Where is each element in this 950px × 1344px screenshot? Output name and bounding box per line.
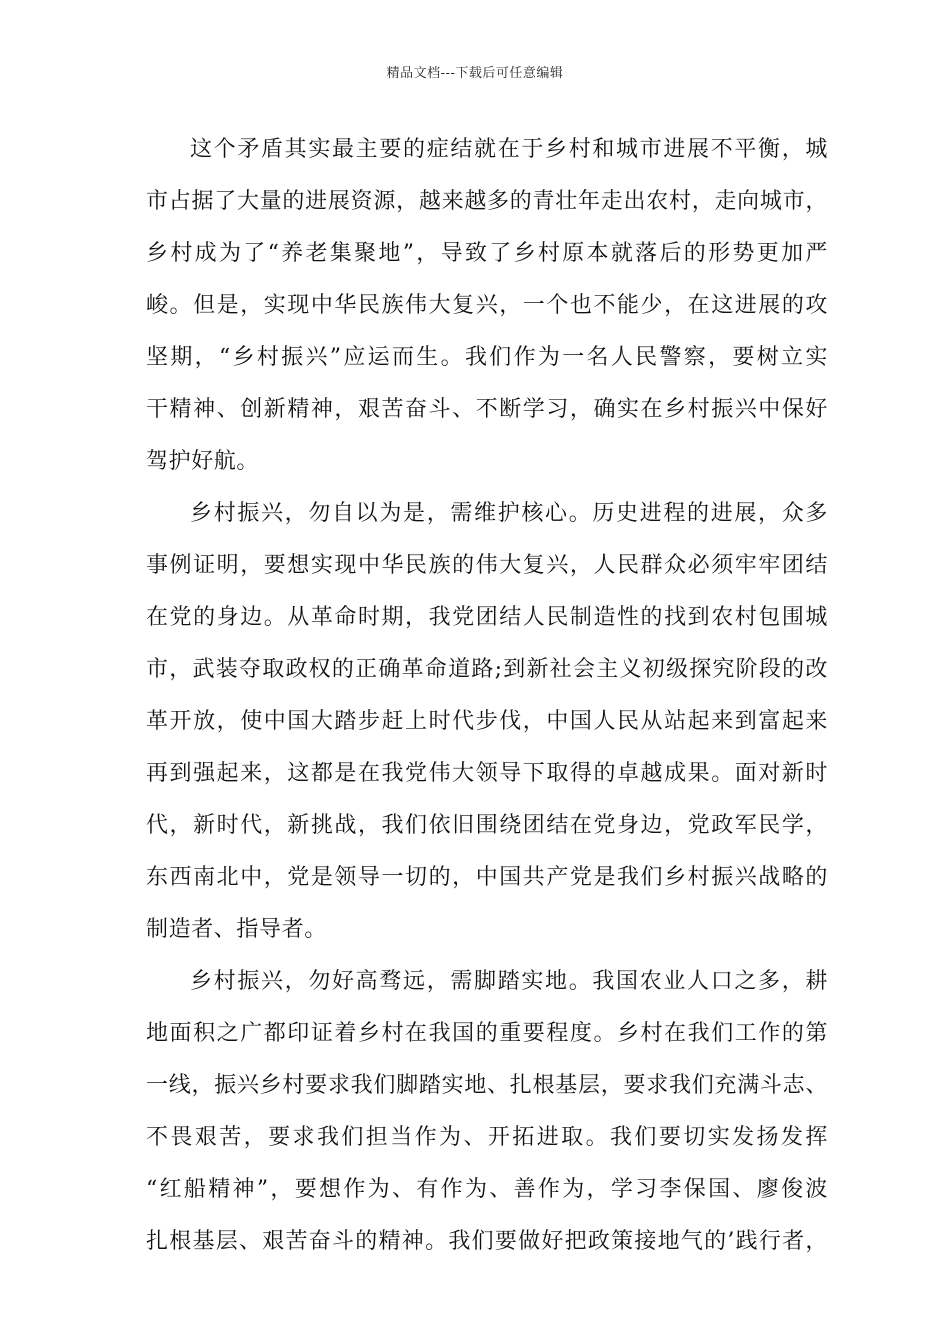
page-header: 精品文档---下载后可任意编辑 [386, 66, 564, 81]
paragraph-line: 制造者、指导者。 [146, 917, 327, 942]
paragraph-line: 再到强起来，这都是在我党伟大领导下取得的卓越成果。面对新时 [146, 761, 828, 786]
paragraph-3 [146, 956, 828, 1268]
paragraph-line: 代，新时代，新挑战，我们依旧围绕团结在党身边，党政军民学， [146, 813, 828, 838]
paragraph-line: 乡村振兴，勿好高骛远，需脚踏实地。我国农业人口之多，耕 [190, 969, 828, 994]
paragraph-line: “红船精神”，要想作为、有作为、善作为，学习李保国、廖俊波 [146, 1177, 828, 1202]
paragraph-1 [146, 124, 828, 488]
paragraph-line: 革开放，使中国大踏步赶上时代步伐，中国人民从站起来到富起来 [146, 709, 828, 734]
paragraph-line: 乡村成为了“养老集聚地”，导致了乡村原本就落后的形势更加严 [146, 241, 828, 266]
paragraph-line: 扎根基层、艰苦奋斗的精神。我们要做好把政策接地气的’践行者， [146, 1229, 828, 1254]
document-body [146, 124, 828, 1268]
paragraph-line: 在党的身边。从革命时期，我党团结人民制造性的找到农村包围城 [146, 605, 828, 630]
paragraph-line: 峻。但是，实现中华民族伟大复兴，一个也不能少，在这进展的攻 [146, 293, 828, 318]
paragraph-line: 乡村振兴，勿自以为是，需维护核心。历史进程的进展，众多 [190, 501, 828, 526]
paragraph-line: 坚期，“乡村振兴”应运而生。我们作为一名人民警察，要树立实 [146, 345, 828, 370]
paragraph-line: 驾护好航。 [146, 449, 260, 474]
paragraph-line: 这个矛盾其实最主要的症结就在于乡村和城市进展不平衡，城 [190, 137, 828, 162]
paragraph-line: 不畏艰苦，要求我们担当作为、开拓进取。我们要切实发扬发挥 [146, 1125, 828, 1150]
paragraph-2 [146, 488, 828, 956]
paragraph-line: 一线，振兴乡村要求我们脚踏实地、扎根基层，要求我们充满斗志、 [146, 1073, 828, 1098]
paragraph-line: 市占据了大量的进展资源，越来越多的青壮年走出农村，走向城市， [146, 189, 828, 214]
paragraph-line: 东西南北中，党是领导一切的，中国共产党是我们乡村振兴战略的 [146, 865, 828, 890]
paragraph-line: 干精神、创新精神，艰苦奋斗、不断学习，确实在乡村振兴中保好 [146, 397, 828, 422]
paragraph-line: 事例证明，要想实现中华民族的伟大复兴，人民群众必须牢牢团结 [146, 553, 828, 578]
paragraph-line: 地面积之广都印证着乡村在我国的重要程度。乡村在我们工作的第 [146, 1021, 828, 1046]
paragraph-line: 市，武装夺取政权的正确革命道路;到新社会主义初级探究阶段的改 [146, 657, 828, 682]
